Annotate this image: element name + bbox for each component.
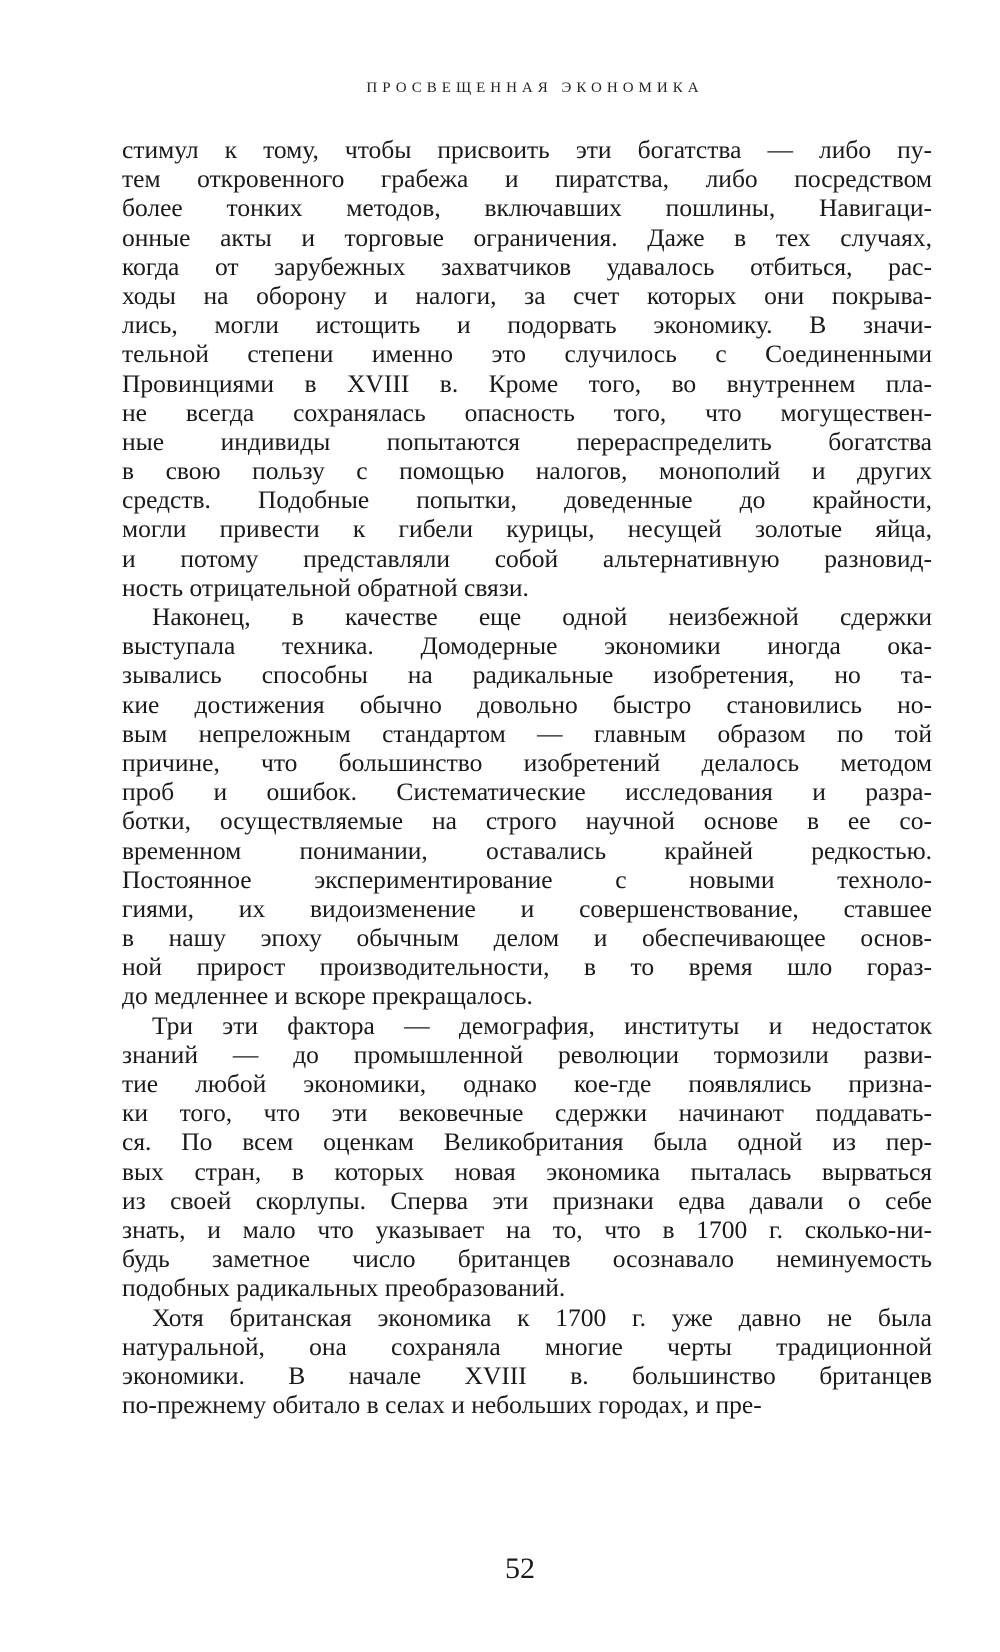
text-line: ной прирост производительности, в то время шло гораз- [122,952,932,982]
text-line: будь заметное число британцев осознавало неминуемость [122,1244,932,1274]
running-head: ПРОСВЕЩЕННАЯ ЭКОНОМИКА [366,80,704,96]
text-line: проб и ошибок. Систематические исследования и разра- [122,777,932,807]
body-text [122,135,932,1419]
text-line: по-прежнему обитало в селах и небольших городах, и пре- [122,1390,762,1420]
text-line: лись, могли истощить и подорвать экономику. В значи- [122,310,932,340]
page-number: 52 [505,1552,535,1585]
text-line: из своей скорлупы. Сперва эти признаки едва давали о себе [122,1185,932,1215]
text-line: средств. Подобные попытки, доведенные до крайности, [122,485,932,515]
text-line: причине, что большинство изобретений делалось методом [122,747,932,777]
text-line: Три эти фактора — демография, институты и недостаток [152,1010,932,1040]
text-line: не всегда сохранялась опасность того, что могуществен- [122,397,932,427]
text-line: тие любой экономики, однако кое-где появлялись призна- [122,1069,932,1098]
text-line: до медленнее и вскоре прекращалось. [122,981,533,1011]
text-line: могли привести к гибели курицы, несущей золотые яйца, [122,514,932,544]
text-line: Хотя британская экономика к 1700 г. уже давно не была [152,1302,932,1332]
text-line: тельной степени именно это случилось с Соединенными [122,339,932,369]
text-line: Наконец, в качестве еще одной неизбежной сдержки [152,602,932,631]
text-line: зывались способны на радикальные изобретения, но та- [122,660,932,690]
paragraph [122,1303,932,1420]
text-line: знать, и мало что указывает на то, что в 1700 г. сколько-ни- [122,1214,932,1244]
text-line: ные индивиды попытаются перераспределить богатства [122,426,932,456]
text-line: в свою пользу с помощью налогов, монополий и других [122,456,932,486]
text-line: кие достижения обычно довольно быстро становились но- [122,689,932,719]
paragraph [122,1011,932,1303]
text-line: более тонких методов, включавших пошлины, Навигаци- [122,193,932,223]
text-line: когда от зарубежных захватчиков удавалось отбиться, рас- [122,251,932,281]
text-line: тем откровенного грабежа и пиратства, либо посредством [122,164,932,194]
paragraph [122,135,932,602]
text-line: вым непреложным стандартом — главным образом по той [122,718,932,748]
text-line: в нашу эпоху обычным делом и обеспечивающее основ- [122,923,932,953]
text-line: выступала техника. Домодерные экономики иногда ока- [122,631,932,661]
text-line: Постоянное экспериментирование с новыми техноло- [122,864,932,894]
text-line: вых стран, в которых новая экономика пыталась вырваться [122,1156,932,1186]
text-line: ся. По всем оценкам Великобритания была одной из пер- [122,1127,932,1157]
text-line: гиями, их видоизменение и совершенствование, ставшее [122,893,932,923]
paragraph [122,602,932,1011]
text-line: стимул к тому, чтобы присвоить эти богатства — либо пу- [122,135,932,164]
text-line: подобных радикальных преобразований. [122,1273,566,1303]
text-line: и потому представляли собой альтернативную разновид- [122,543,932,573]
text-line: натуральной, она сохраняла многие черты традиционной [122,1331,932,1361]
text-line: экономики. В начале XVIII в. большинство британцев [122,1360,932,1390]
text-line: онные акты и торговые ограничения. Даже в тех случаях, [122,222,932,252]
text-line: ботки, осуществляемые на строго научной основе в ее со- [122,806,932,836]
text-line: знаний — до промышленной революции тормозили разви- [122,1039,932,1069]
text-line: ходы на оборону и налоги, за счет которых они покрыва- [122,280,932,310]
text-line: ность отрицательной обратной связи. [122,572,529,602]
text-line: Провинциями в XVIII в. Кроме того, во внутреннем пла- [122,368,932,398]
text-line: временном понимании, оставались крайней редкостью. [122,835,932,865]
text-line: ки того, что эти вековечные сдержки начинают поддавать- [122,1098,932,1128]
